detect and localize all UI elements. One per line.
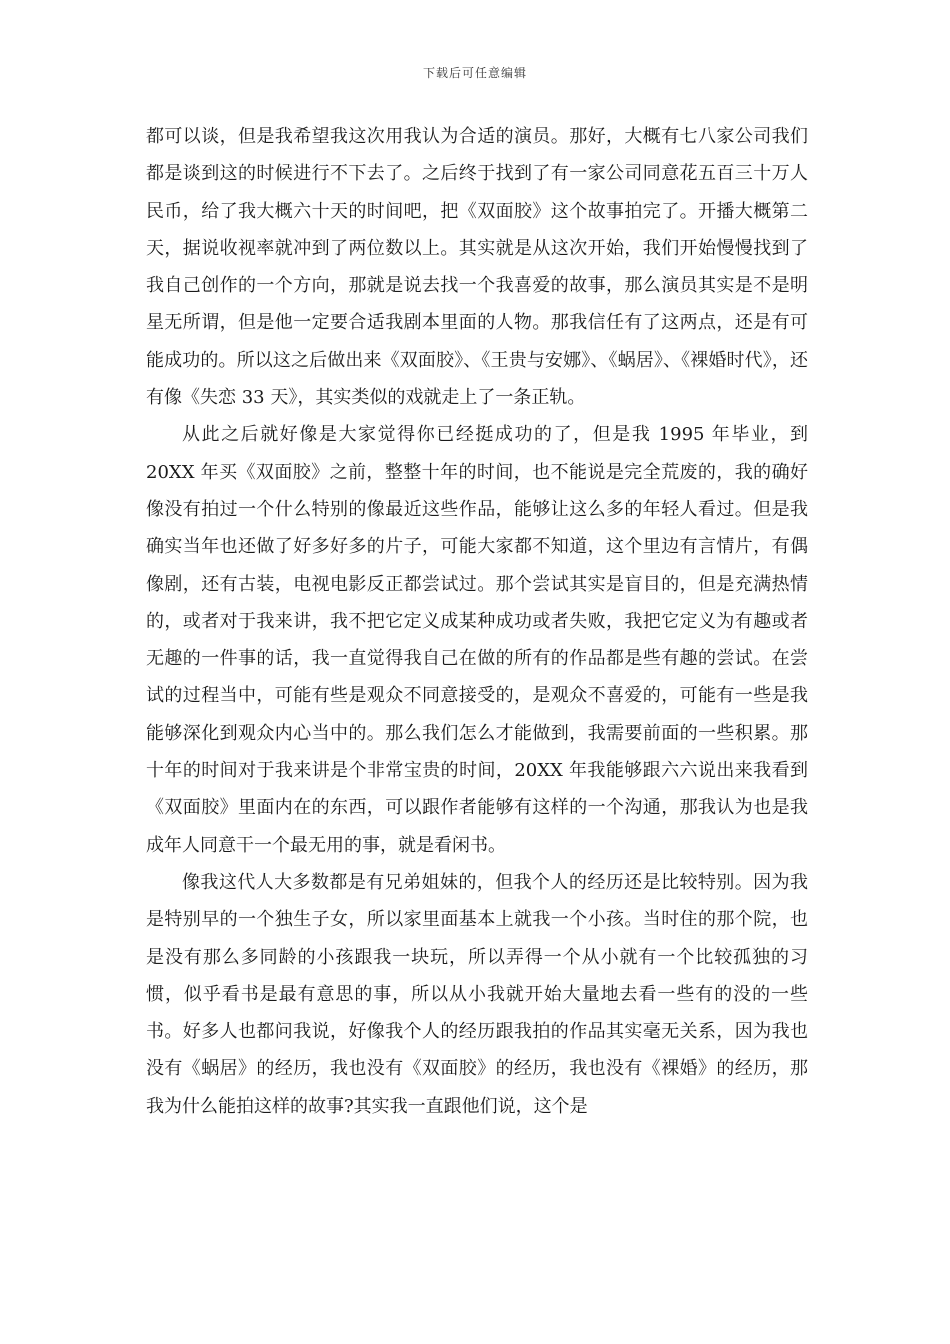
paragraph-3: 像我这代人大多数都是有兄弟姐妹的，但我个人的经历还是比较特别。因为我是特别早的一个独生子女，所以家里面基本上就我一个小孩。当时住的那个院，也是没有那么多同龄的小孩跟我一块玩，所以弄得一个从小就有一个比较孤独的习惯，似乎看书是最有意思的事，所以从小我就开始大量地去看一些有的没的一些书。好多人也都问我说，好像我个人的经历跟我拍的作品其实毫无关系，因为我也没有《蜗居》的经历，我也没有《双面胶》的经历，我也没有《裸婚》的经历，那我为什么能拍这样的故事?其实我一直跟他们说，这个是	[146, 871, 808, 1117]
page-header: 下载后可任意编辑	[422, 66, 527, 80]
paragraph-1: 都可以谈，但是我希望我这次用我认为合适的演员。那好，大概有七八家公司我们都是谈到这的时候进行不下去了。之后终于找到了有一家公司同意花五百三十万人民币，给了我大概六十天的时间吧，把《双面胶》这个故事拍完了。开播大概第二天，据说收视率就冲到了两位数以上。其实就是从这次开始，我们开始慢慢找到了我自己创作的一个方向，那就是说去找一个我喜爱的故事，那么演员其实是不是明星无所谓，但是他一定要合适我剧本里面的人物。那我信任有了这两点，还是有可能成功的。所以这之后做出来《双面胶》、《王贵与安娜》、《蜗居》、《裸婚时代》，还有像《失恋 33 天》，其实类似的戏就走上了一条正轨。	[146, 126, 808, 409]
document-body	[146, 118, 808, 1125]
paragraph-2: 从此之后就好像是大家觉得你已经挺成功的了，但是我 1995 年毕业，到 20XX 年买《双面胶》之前，整整十年的时间，也不能说是完全荒废的，我的确好像没有拍过一个什么特别的像最近这些作品，能够让这么多的年轻人看过。但是我确实当年也还做了好多好多的片子，可能大家都不知道，这个里边有言情片，有偶像剧，还有古装，电视电影反正都尝试过。那个尝试其实是盲目的，但是充满热情的，或者对于我来讲，我不把它定义成某种成功或者失败，我把它定义为有趣或者无趣的一件事的话，我一直觉得我自己在做的所有的作品都是些有趣的尝试。在尝试的过程当中，可能有些是观众不同意接受的，是观众不喜爱的，可能有一些是我能够深化到观众内心当中的。那么我们怎么才能做到，我需要前面的一些积累。那十年的时间对于我来讲是个非常宝贵的时间，20XX 年我能够跟六六说出来我看到《双面胶》里面内在的东西，可以跟作者能够有这样的一个沟通，那我认为也是我成年人同意干一个最无用的事，就是看闲书。	[146, 424, 808, 856]
